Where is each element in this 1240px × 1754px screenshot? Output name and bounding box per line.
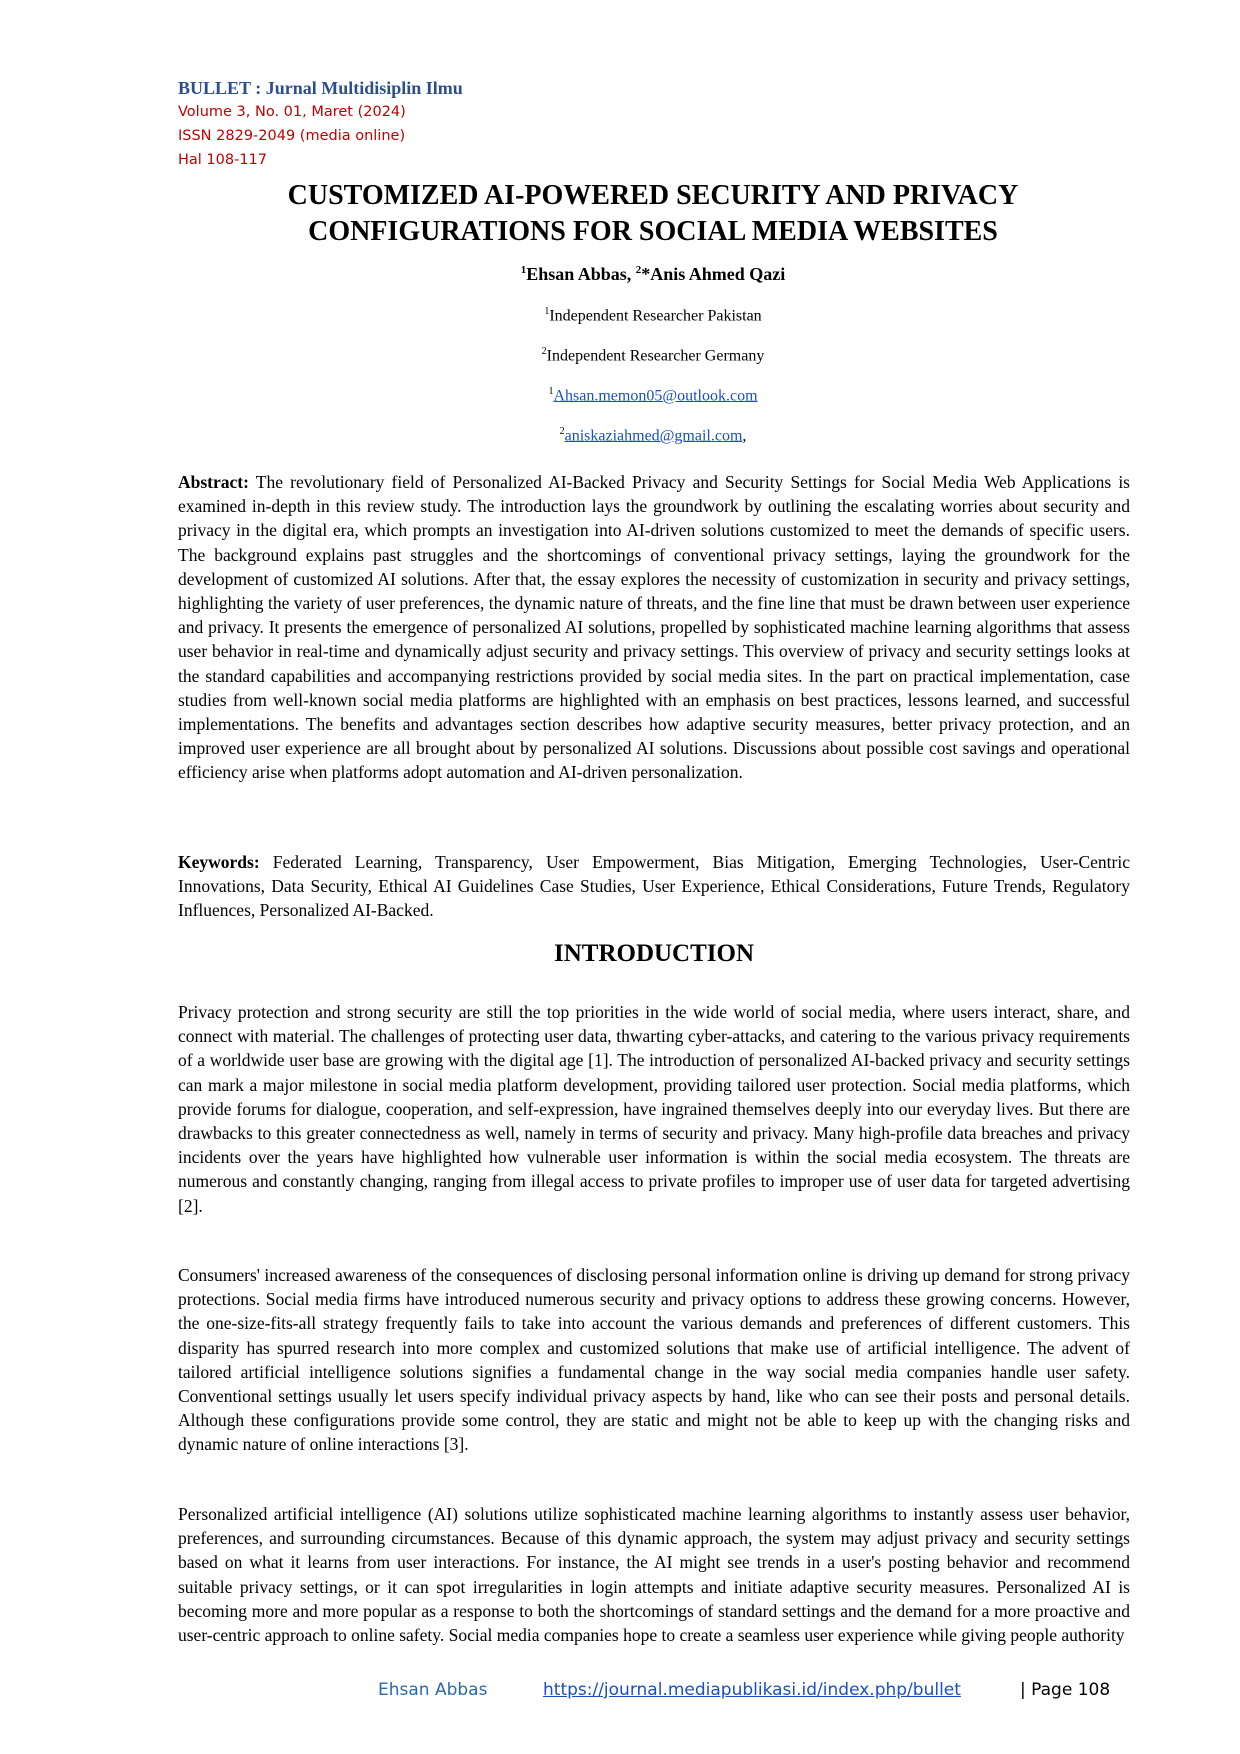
abstract-label: Abstract: xyxy=(178,472,249,492)
author-list xyxy=(178,264,1128,285)
affiliation-2 xyxy=(178,346,1128,365)
author-1-sup: 1 xyxy=(520,264,527,276)
journal-name: BULLET : Jurnal Multidisiplin Ilmu xyxy=(178,78,463,98)
affiliation-1-text: Independent Researcher Pakistan xyxy=(549,307,762,325)
volume-info: Volume 3, No. 01, Maret (2024) xyxy=(178,104,406,120)
affiliation-1 xyxy=(178,306,1128,325)
issn-info: ISSN 2829-2049 (media online) xyxy=(178,128,406,144)
email-1 xyxy=(178,386,1128,405)
intro-paragraph-1: Privacy protection and strong security are still the top priorities in the wide world of social media, where users interact, share, and connect with material. The challenges of protecting user data, thwarting cyber-attacks, and catering to the various privacy requirements of a worldwide user base are growing with the digital age [1]. The introduction of personalized AI-backed privacy and security settings can mark a major milestone in social media platform development, providing tailored user protection. Social media platforms, which provide forums for dialogue, cooperation, and self-expression, have ingrained themselves deeply into our everyday lives. But there are drawbacks to this greater connectedness as well, namely in terms of security and privacy. Many high-profile data breaches and privacy incidents over the years have highlighted how vulnerable user information is within the social media ecosystem. The threats are numerous and constantly changing, ranging from illegal access to private profiles to improper use of user data for targeted advertising [2]. xyxy=(178,1002,1130,1216)
email-1-link[interactable]: Ahsan.memon05@outlook.com xyxy=(553,387,758,405)
email-2-suffix: , xyxy=(742,427,747,445)
affiliation-1-sup: 1 xyxy=(544,306,550,317)
page-range: Hal 108-117 xyxy=(178,152,268,168)
author-2-sup: 2 xyxy=(635,264,642,276)
email-2 xyxy=(178,426,1128,445)
abstract xyxy=(178,470,1130,785)
author-1: Ehsan Abbas, xyxy=(526,264,636,284)
section-heading-introduction: INTRODUCTION xyxy=(553,940,755,967)
email-2-sup: 2 xyxy=(559,426,565,437)
affiliation-2-sup: 2 xyxy=(541,346,547,357)
footer-author: Ehsan Abbas xyxy=(378,1680,488,1700)
keywords-label: Keywords: xyxy=(178,852,260,872)
abstract-text: The revolutionary field of Personalized AI-Backed Privacy and Security Settings for Social Media Web Applications is examined in-depth in this review study. The introduction lays the groundwork by outlining the escalating worries about security and privacy in the digital era, which prompts an investigation into AI-driven solutions customized to meet the demands of specific users. The background explains past struggles and the shortcomings of conventional privacy settings, laying the groundwork for the development of customized AI solutions. After that, the essay explores the necessity of customization in security and privacy settings, highlighting the variety of user preferences, the dynamic nature of threats, and the fine line that must be drawn between user experience and privacy. It presents the emergence of personalized AI solutions, propelled by sophisticated machine learning algorithms that assess user behavior in real-time and dynamically adjust security and privacy settings. This overview of privacy and security settings looks at the standard capabilities and accompanying restrictions provided by social media sites. In the part on practical implementation, case studies from well-known social media platforms are highlighted with an emphasis on best practices, lessons learned, and successful implementations. The benefits and advantages section describes how adaptive security measures, better privacy protection, and an improved user experience are all brought about by personalized AI solutions. Discussions about possible cost savings and operational efficiency arise when platforms adopt automation and AI-driven personalization. xyxy=(178,472,1130,783)
keywords xyxy=(178,850,1130,923)
title-line-1: CUSTOMIZED AI-POWERED SECURITY AND PRIVACY xyxy=(287,180,1019,211)
affiliation-2-text: Independent Researcher Germany xyxy=(546,347,765,365)
intro-paragraph-3: Personalized artificial intelligence (AI) solutions utilize sophisticated machine learning algorithms to instantly assess user behavior, preferences, and surrounding circumstances. Because of this dynamic approach, the system may adjust privacy and security settings based on what it learns from user interactions. For instance, the AI might see trends in a user's posting behavior and recommend suitable privacy settings, or it can spot irregularities in login attempts and initiate adaptive security measures. Personalized AI is becoming more and more popular as a response to both the shortcomings of standard settings and the demand for a more proactive and user-centric approach to online safety. Social media companies hope to create a seamless user experience while giving people authority xyxy=(178,1504,1130,1646)
paper-title xyxy=(178,178,1128,250)
running-header xyxy=(178,76,463,172)
title-line-2: CONFIGURATIONS FOR SOCIAL MEDIA WEBSITES xyxy=(308,216,998,247)
footer-page-number: | Page 108 xyxy=(1020,1680,1111,1700)
keywords-text: Federated Learning, Transparency, User Empowerment, Bias Mitigation, Emerging Technologies, User-Centric Innovations, Data Security, Ethical AI Guidelines Case Studies, User Experience, Ethical Considerations, Future Trends, Regulatory Influences, Personalized AI-Backed. xyxy=(178,852,1130,921)
author-2: *Anis Ahmed Qazi xyxy=(641,264,786,284)
email-2-link[interactable]: aniskaziahmed@gmail.com xyxy=(564,427,743,445)
footer-journal-link[interactable]: https://journal.mediapublikasi.id/index.php/bullet xyxy=(543,1680,961,1700)
intro-paragraph-2: Consumers' increased awareness of the consequences of disclosing personal information online is driving up demand for strong privacy protections. Social media firms have introduced numerous security and privacy options to address these growing concerns. However, the one-size-fits-all strategy frequently fails to take into account the various demands and preferences of different customers. This disparity has spurred research into more complex and customized solutions that make use of artificial intelligence. The advent of tailored artificial intelligence solutions signifies a fundamental change in the way social media companies handle user safety. Conventional settings usually let users specify individual privacy aspects by hand, like who can see their posts and personal details. Although these configurations provide some control, they are static and might not be able to keep up with the changing risks and dynamic nature of online interactions [3]. xyxy=(178,1265,1130,1455)
email-1-sup: 1 xyxy=(548,386,554,397)
